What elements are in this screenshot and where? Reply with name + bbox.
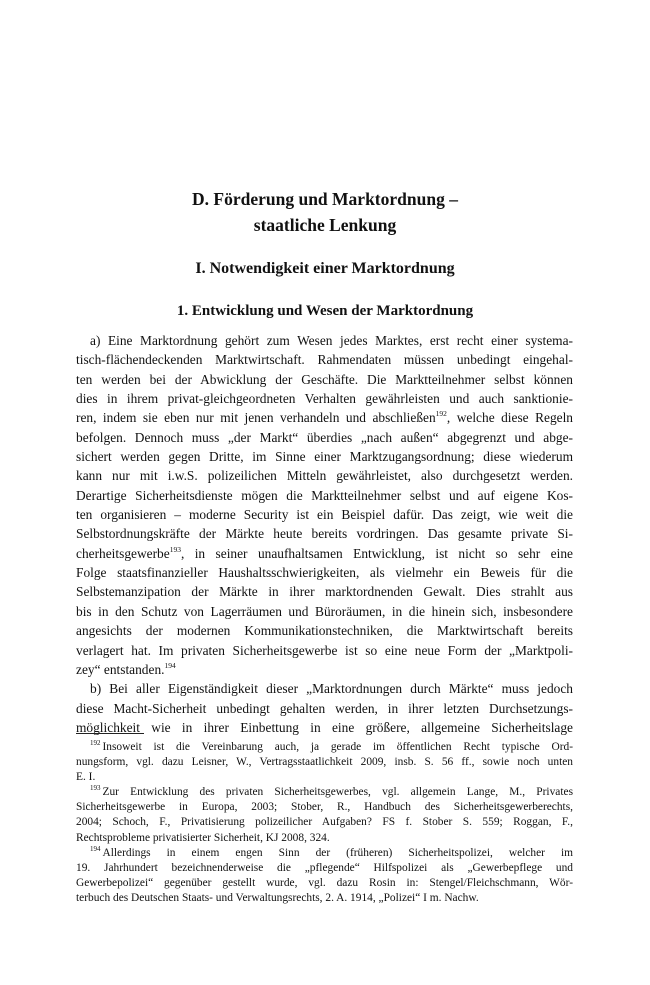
section-heading: I. Notwendigkeit einer Marktordnung: [195, 260, 455, 277]
footnote-193: [76, 785, 573, 845]
footnote-separator: [76, 733, 144, 734]
text-segment: zey“ entstanden.: [76, 661, 165, 677]
text-line: tisch-flächendeckenden Marktwirtschaft. Rahmendaten müssen unbedingt eingehal-: [76, 352, 573, 368]
text-line: Folge staatsfinanzieller Haushaltsschwierigkeiten, als vielmehr ein Beweis für die: [76, 565, 573, 581]
footnote-line: Rechtsprobleme privatisierter Sicherheit, KJ 2008, 324.: [76, 831, 330, 844]
text-line: verlagert hat. Im privaten Sicherheitsgewerbe ist so eine neue Form der „Marktpoli-: [76, 642, 573, 658]
text-line: sichert werden gegen Dritte, im Sinne einer Marktzugangsordnung; diese wiederum: [76, 449, 573, 465]
text-line: a) Eine Marktordnung gehört zum Wesen jedes Marktes, erst recht einer systema-: [90, 333, 573, 348]
footnote-number: 194: [90, 844, 101, 853]
chapter-heading: [0, 186, 650, 238]
text-segment: , in seiner unaufhaltsamen Entwicklung, ist nicht so sehr eine: [180, 545, 573, 561]
text-segment: Allerdings in einem engen Sinn der (früheren) Sicherheitspolizei, welcher im: [102, 846, 573, 859]
footnote-line: nungsform, vgl. dazu Leisner, W., Vertragsstaatlichkeit 2009, insb. S. 56 ff., sowie noch unten: [76, 756, 573, 769]
footnote-marker: 192: [435, 409, 447, 419]
text-line: [76, 408, 573, 427]
footnote-marker: 194: [164, 660, 176, 670]
footnote-line: 19. Jahrhundert bezeichnenderweise die „pflegende“ Hilfspolizei als „Gewerbepflege und: [76, 861, 573, 874]
text-line: [76, 544, 573, 563]
text-line: Selbstordnungskräfte der Märkte heute bereits vordringen. Das gesamte private Si-: [76, 526, 573, 542]
paragraph-a: [76, 331, 573, 679]
footnote-number: 192: [90, 739, 101, 747]
footnote-line: [76, 846, 573, 861]
text-segment: ren, indem sie eben nur mit jenen verhandeln und abschließen: [76, 410, 436, 426]
subsection-heading: 1. Entwicklung und Wesen der Marktordnung: [176, 303, 474, 319]
footnote-192: [76, 740, 573, 785]
paragraph-b: [76, 679, 573, 737]
body-text: [76, 331, 573, 737]
footnote-line: Gewerbepolizei“ gegenüber gestellt wurde, vgl. dazu Rosin in: Stengel/Fleichschmann, Wör-: [76, 876, 573, 889]
text-line: Selbstemanzipation der Märkte in ihrer marktordnenden Gewalt. Dies strahlt aus: [76, 584, 573, 600]
text-line: angesichts der modernen Kommunikationstechniken, die Marktwirtschaft bereits: [76, 623, 573, 639]
text-segment: Insoweit ist die Vereinbarung auch, ja gerade im öffentlichen Recht typische Ord-: [102, 741, 573, 753]
text-line: kann nur mit i.w.S. polizeilichen Mitteln gewährleistet, also durchgesetzt werden.: [76, 468, 573, 484]
text-line: ten organisieren – moderne Security ist ein Beispiel dafür. Das zeigt, wie weit die: [76, 507, 573, 523]
text-segment: cherheitsgewerbe: [76, 545, 170, 561]
text-line: dies in ihrem privat-gleichgeordneten Verhalten gewährleisten und auch sanktionie-: [76, 391, 573, 407]
footnote-line: [76, 740, 573, 755]
footnote-line: 2004; Schoch, F., Privatisierung polizeilicher Aufgaben? FS f. Stober S. 559; Roggan, F.,: [76, 816, 573, 829]
footnote-line: [76, 785, 573, 800]
footnote-line: E. I.: [76, 771, 96, 784]
text-line: möglichkeit wie in ihrer Einbettung in eine größere, allgemeine Sicherheitslage: [76, 719, 573, 735]
text-line: Derartige Sicherheitsdienste mögen die Marktteilnehmer selbst und auf eigene Kos-: [76, 487, 573, 503]
text-segment: Zur Entwicklung des privaten Sicherheitsgewerbes, vgl. allgemein Lange, M., Privates: [102, 786, 573, 799]
text-segment: , welche diese Regeln: [446, 410, 573, 426]
text-line: diese Macht-Sicherheit unbedingt gehalten werden, in ihrer letzten Durchsetzungs-: [76, 700, 573, 716]
text-line: befolgen. Dennoch muss „der Markt“ überdies „nach außen“ abgegrenzt und abge-: [76, 429, 573, 445]
chapter-heading-line: staatliche Lenkung: [253, 215, 397, 235]
footnotes: [76, 740, 573, 906]
text-line: ten werden bei der Abwicklung der Geschäfte. Die Marktteilnehmer selbst können: [76, 371, 573, 387]
footnote-194: [76, 846, 573, 906]
text-line: b) Bei aller Eigenständigkeit dieser „Marktordnungen durch Märkte“ muss jedoch: [90, 681, 573, 697]
footnote-number: 193: [90, 784, 101, 793]
footnote-line: Sicherheitsgewerbe in Europa, 2003; Stober, R., Handbuch des Sicherheitsgewerberechts,: [76, 801, 573, 814]
chapter-heading-line: D. Förderung und Marktordnung –: [192, 189, 458, 209]
text-line: [76, 660, 573, 679]
footnote-marker: 193: [169, 544, 181, 554]
footnote-line: terbuch des Deutschen Staats- und Verwaltungsrechts, 2. A. 1914, „Polizei“ I m. Nachw.: [76, 891, 479, 904]
text-line: bis in den Schutz von Lagerräumen und Büroräumen, in die hinein sich, insbesondere: [76, 603, 573, 619]
